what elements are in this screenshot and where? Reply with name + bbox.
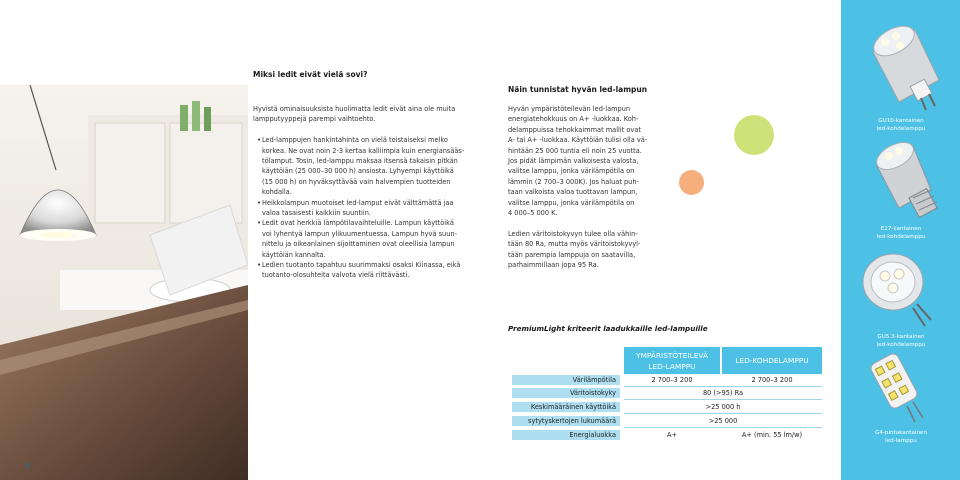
lamp-caption-line: G4-pintakantainen bbox=[874, 430, 927, 436]
lamp-strip bbox=[841, 0, 960, 480]
table-divider bbox=[624, 427, 822, 428]
bullet-line: käyttöiän (25 000–30 000 h) ansiosta. Lyhyempi käyttöikä bbox=[262, 167, 454, 176]
table-row-label: Värilämpötila bbox=[512, 375, 620, 385]
warm-white-dot bbox=[679, 170, 704, 195]
para-line: Ledien väritoistokyvyn tulee olla vähin- bbox=[508, 229, 638, 238]
para-line: Hyvän ympäristöteilevän led-lampun bbox=[508, 105, 631, 113]
para-line: Jos pidät lämpimän valkoisesta valosta, bbox=[508, 157, 639, 166]
para-line: A- tai A+ -luokkaa. Käyttöiän tulisi olla vä- bbox=[508, 136, 648, 145]
criteria-table bbox=[512, 347, 822, 457]
table-cell: 2 700–3 200 bbox=[751, 376, 793, 384]
bullet-line: • Ledien tuotanto tapahtuu suurimmaksi osaksi Kiinassa, eikä bbox=[262, 261, 461, 270]
bullet-line: tuotanto-olosuhteita valvota vielä riittävästi. bbox=[262, 271, 410, 280]
lamp-caption-line: led-kohdelamppu bbox=[876, 125, 926, 132]
bullet-line: (15 000 h) on hyväksyttävää vain halvempien tuotteiden bbox=[262, 177, 451, 186]
kitchen-photo bbox=[0, 85, 248, 480]
table-row bbox=[512, 402, 822, 413]
lamp-caption-line: GU10-kantainen bbox=[878, 118, 924, 124]
lamp-caption-line: led-kohdelamppu bbox=[876, 233, 926, 240]
bullet-item bbox=[262, 198, 483, 219]
bullet-line: nittelu ja oikeanlainen sijoittaminen ovat oleellisia lampun bbox=[262, 240, 455, 249]
para-line: hintään 25 000 tuntia eli noin 25 vuotta. bbox=[508, 146, 642, 155]
bullet-line: • Heikkolampun muotoiset led-lamput eivät välttämättä jaa bbox=[262, 198, 454, 207]
table-divider bbox=[624, 413, 822, 414]
bullet-line: • Ledit ovat herkkiä lämpötilavaihteluille. Lampun käyttöikä bbox=[262, 219, 454, 228]
gu53-lamp-icon bbox=[859, 248, 939, 332]
table-cell: >25 000 h bbox=[705, 403, 741, 411]
para-line: taan valkoista valoa tuottavan lampun, bbox=[508, 188, 638, 197]
bullet-item bbox=[262, 218, 483, 260]
left-heading: Miksi ledit eivät vielä sovi? bbox=[253, 70, 368, 79]
lamp-caption-line: GU5.3-kantainen bbox=[877, 334, 925, 340]
bullet-line: kohdalla. bbox=[262, 188, 292, 197]
table-cell: 2 700–3 200 bbox=[651, 376, 693, 384]
bullet-line: valoa tasaisesti kaikkiin suuntiin. bbox=[262, 209, 371, 218]
para-line: tään 80 Ra, mutta myös väritoistokyvyl- bbox=[508, 240, 641, 249]
para-line: parhaimmillaan jopa 95 Ra. bbox=[508, 261, 599, 270]
bullet-line: käyttöiän kannalta. bbox=[262, 250, 326, 259]
intro-line: lampputyyppejä parempi vaihtoehto. bbox=[253, 115, 376, 124]
table-row-label: Keskimääräinen käyttöikä bbox=[512, 402, 620, 412]
e27-lamp-icon bbox=[873, 138, 943, 222]
lamp-caption bbox=[845, 430, 957, 445]
para-line: 4 000–5 000 K. bbox=[508, 209, 558, 218]
left-body bbox=[253, 104, 483, 281]
lamp-caption-line: E27-kantainen bbox=[880, 226, 922, 232]
table-header-line: LED-KOHDELAMPPU bbox=[735, 356, 809, 365]
lamp-caption bbox=[845, 118, 957, 133]
bullet-item bbox=[262, 260, 483, 281]
right-heading: Näin tunnistat hyvän led-lampun bbox=[508, 85, 648, 94]
para-line: tään parempia lamppuja on saatavilla, bbox=[508, 250, 636, 259]
bullet-item bbox=[262, 135, 483, 197]
bullet-line: • Led-lamppujen hankintahinta on vielä toistaiseksi melko bbox=[262, 136, 448, 145]
table-title: PremiumLight kriteerit laadukkaille led-lampuille bbox=[508, 324, 708, 333]
table-header-line: YMPÄRISTÖTEILEVÄ bbox=[635, 350, 709, 360]
cool-white-dot bbox=[734, 115, 774, 155]
table-cell: A+ bbox=[666, 431, 678, 439]
table-row bbox=[512, 388, 822, 399]
para-line: valitse lamppu, jonka värilämpötila on bbox=[508, 167, 635, 176]
para-line: energiatehokkuus on A+ -luokkaa. Koh- bbox=[508, 115, 639, 124]
lamp-caption bbox=[845, 226, 957, 241]
table-header-line: LED-LAMPPU bbox=[648, 361, 696, 371]
table-row-label: Väritoistokyky bbox=[512, 388, 620, 398]
table-cell: A+ (min. 55 lm/w) bbox=[741, 431, 803, 439]
g4-lamp-icon bbox=[865, 350, 935, 426]
bullet-line: korkea. Ne ovat noin 2-3 kertaa kalliimpia kuin energiansääs- bbox=[262, 146, 465, 155]
intro-line: Hyvistä ominaisuuksista huolimatta ledit eivät aina ole muita bbox=[253, 105, 456, 113]
table-cell: 80 (>95) Ra bbox=[702, 389, 744, 397]
table-cell: >25 000 bbox=[708, 417, 738, 425]
gu10-lamp-icon bbox=[869, 22, 943, 114]
table-row bbox=[512, 430, 822, 441]
bullet-line: voi lyhentyä lampun ylikuumentuessa. Lampun hyvä suun- bbox=[262, 229, 457, 238]
table-row-label: sytytyskertojen lukumäärä bbox=[512, 416, 620, 426]
lamp-caption bbox=[845, 334, 957, 349]
table-header-cell bbox=[624, 347, 720, 374]
table-row bbox=[512, 375, 822, 386]
para-line: valitse lamppu, jonka värilämpötila on bbox=[508, 198, 635, 207]
para-line: delamppuissa tehokkaimmat mallit ovat bbox=[508, 125, 641, 134]
lamp-caption-line: led-lamppu bbox=[885, 437, 917, 444]
table-divider bbox=[624, 399, 822, 400]
table-row-label: Energialuokka bbox=[512, 430, 620, 440]
table-row bbox=[512, 416, 822, 427]
bullet-line: tölamput. Tosin, led-lamppu maksaa itsensä takaisin pitkän bbox=[262, 157, 458, 166]
lamp-caption-line: led-kohdelamppu bbox=[876, 341, 926, 348]
table-header-cell bbox=[722, 347, 822, 374]
para-line: lämmin (2 700–3 000K). Jos haluat puh- bbox=[508, 177, 639, 186]
page-number: 8 bbox=[25, 461, 31, 470]
table-divider bbox=[624, 386, 822, 387]
right-body bbox=[508, 104, 668, 270]
